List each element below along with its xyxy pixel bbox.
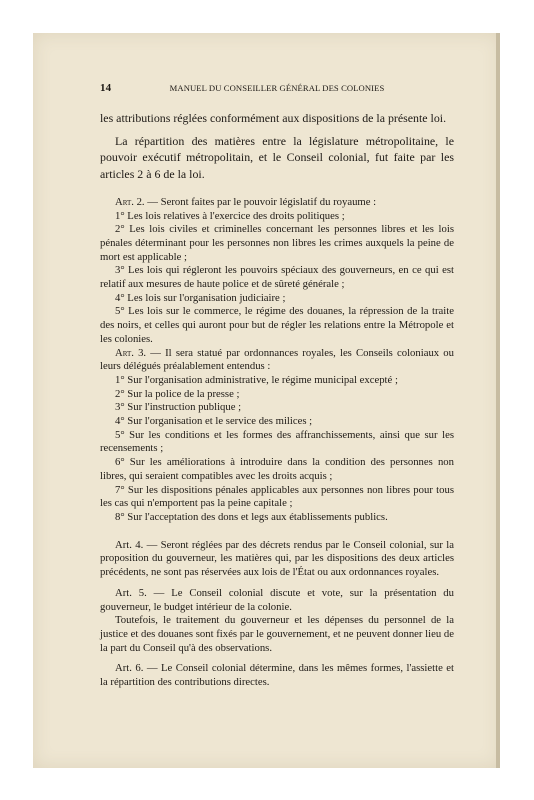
article-3-item-7: 7° Sur les dispositions pénales applicables aux personnes non libres pour tous les cas qui n'emportent pas la peine capitale ;	[100, 483, 454, 510]
article-2-item-1: 1° Les lois relatives à l'exercice des droits politiques ;	[115, 209, 345, 222]
article-2-heading	[100, 196, 454, 210]
article-3-item-4: 4° Sur l'organisation et le service des milices ;	[115, 415, 313, 428]
article-2-item-2: 2° Les lois civiles et criminelles concernant les personnes libres et les lois pénales déterminant pour les personnes non libres les crimes auxquels la peine de mort est applicable ;	[100, 223, 454, 263]
paragraph-continuation: les attributions réglées conformément aux dispositions de la présente loi.	[100, 111, 447, 125]
article-6: Art. 6. — Le Conseil colonial détermine, dans les mêmes formes, l'assiette et la répartition des contributions directes.	[100, 662, 454, 689]
article-3-text: — Il sera statué par ordonnances royales, les Conseils coloniaux ou leurs délégués préalablement entendus :	[100, 346, 454, 373]
article-5-continuation: Toutefois, le traitement du gouverneur et les dépenses du personnel de la justice et des douanes sont fixés par le gouvernement, et ne peuvent donner lieu de la part du Conseil qu'à des observations.	[100, 614, 454, 654]
article-2-label: Art. 2.	[115, 195, 145, 208]
article-3-item-1: 1° Sur l'organisation administrative, le régime municipal excepté ;	[115, 373, 398, 386]
article-2-item-3: 3° Les lois qui régleront les pouvoirs spéciaux des gouverneurs, en ce qui est relatif aux mesures de haute police et de sûreté générale ;	[100, 264, 454, 291]
article-5: Art. 5. — Le Conseil colonial discute et vote, sur la présentation du gouverneur, le budget intérieur de la colonie.	[100, 586, 454, 613]
article-4: Art. 4. — Seront réglées par des décrets rendus par le Conseil colonial, sur la proposition du gouverneur, les matières qui, par les dispositions des deux articles précédents, ne sont pas réservées aux lois de l'État ou aux ordonnances royales.	[100, 538, 454, 579]
article-3-heading	[100, 347, 454, 374]
article-2-text: — Seront faites par le pouvoir législatif du royaume :	[144, 195, 377, 208]
page-body	[100, 110, 454, 690]
article-2-item-5: 5° Les lois sur le commerce, le régime des douanes, la répression de la traite des noirs, et celles qui auront pour but de régler les relations entre la Métropole et les colonies.	[100, 305, 454, 345]
page-number: 14	[100, 82, 112, 94]
paragraph-repartition: La répartition des matières entre la législature métropolitaine, le pouvoir exécutif métropolitain, et le Conseil colonial, fut faite par les articles 2 à 6 de la loi.	[100, 134, 454, 181]
article-3-item-5: 5° Sur les conditions et les formes des affranchissements, ainsi que sur les recensements ;	[100, 428, 454, 455]
article-3-label: Art. 3.	[115, 346, 147, 359]
article-3-item-3: 3° Sur l'instruction publique ;	[115, 401, 242, 414]
running-title: MANUEL DU CONSEILLER GÉNÉRAL DES COLONIES	[169, 83, 385, 93]
article-3-item-2: 2° Sur la police de la presse ;	[115, 387, 240, 400]
article-3-item-6: 6° Sur les améliorations à introduire dans la condition des personnes non libres, qui seraient compatibles avec les droits acquis ;	[100, 456, 454, 482]
article-2-item-4: 4° Les lois sur l'organisation judiciaire ;	[115, 291, 286, 304]
article-3-item-8: 8° Sur l'acceptation des dons et legs aux établissements publics.	[115, 510, 388, 523]
page-header	[100, 82, 454, 98]
